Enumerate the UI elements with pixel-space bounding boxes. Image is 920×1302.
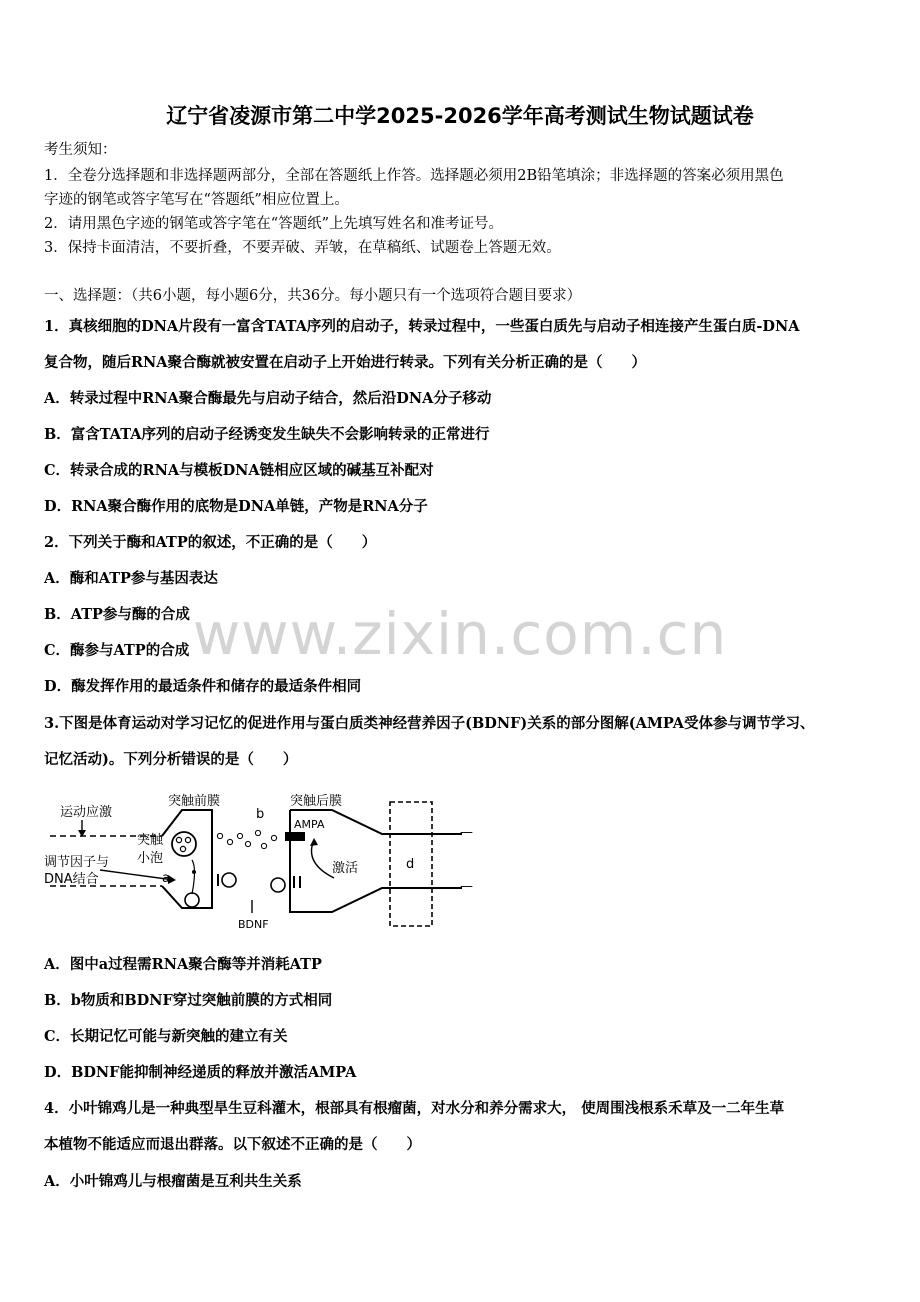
q2-option-d: D．酶发挥作用的最适条件和储存的最适条件相同 bbox=[44, 678, 362, 695]
q2-option-c: C．酶参与ATP的合成 bbox=[44, 642, 190, 659]
label-bdnf: BDNF bbox=[238, 918, 269, 931]
q4-stem-1: 4．小叶锦鸡儿是一种典型旱生豆科灌木，根部具有根瘤菌，对水分和养分需求大， 使周围浅根系禾草及一二年生草 bbox=[44, 1100, 785, 1117]
section-heading: 一、选择题：（共6小题，每小题6分，共36分。每小题只有一个选项符合题目要求） bbox=[44, 288, 582, 304]
label-vesicle-1: 突触 bbox=[137, 833, 164, 848]
q3-stem-2: 记忆活动)。下列分析错误的是（ ） bbox=[44, 751, 298, 768]
q1-option-d: D．RNA聚合酶作用的底物是DNA单链，产物是RNA分子 bbox=[44, 498, 428, 515]
q2-option-a: A．酶和ATP参与基因表达 bbox=[44, 570, 218, 587]
notice-heading: 考生须知： bbox=[44, 142, 117, 158]
page-title: 辽宁省凌源市第二中学2025-2026学年高考测试生物试题试卷 bbox=[166, 104, 754, 128]
notice-line-3: 2．请用黑色字迹的钢笔或答字笔在“答题纸”上先填写姓名和准考证号。 bbox=[44, 216, 504, 232]
label-regulator-1: 调节因子与 bbox=[44, 855, 110, 870]
q1-stem-1: 1．真核细胞的DNA片段有一富含TATA序列的启动子，转录过程中，一些蛋白质先与启动子相连接产生蛋白质-DNA bbox=[44, 318, 800, 335]
label-a: a bbox=[162, 871, 170, 886]
q1-option-a: A．转录过程中RNA聚合酶最先与启动子结合，然后沿DNA分子移动 bbox=[44, 390, 492, 407]
label-b: b bbox=[256, 807, 265, 822]
q3-option-c: C．长期记忆可能与新突触的建立有关 bbox=[44, 1028, 288, 1045]
q4-option-a: A．小叶锦鸡儿与根瘤菌是互利共生关系 bbox=[44, 1173, 302, 1190]
notice-line-1: 1．全卷分选择题和非选择题两部分，全部在答题纸上作答。选择题必须用2B铅笔填涂；非选择题的答案必须用黑色 bbox=[44, 168, 784, 184]
watermark: www.zixin.com.cn bbox=[192, 600, 728, 668]
notice-line-2: 字迹的钢笔或答字笔写在“答题纸”相应位置上。 bbox=[44, 192, 349, 208]
q4-stem-2: 本植物不能适应而退出群落。以下叙述不正确的是（ ） bbox=[44, 1136, 421, 1153]
q1-option-b: B．富含TATA序列的启动子经诱变发生缺失不会影响转录的正常进行 bbox=[44, 426, 490, 443]
label-d: d bbox=[406, 857, 415, 872]
synapse-figure bbox=[42, 788, 482, 938]
label-minus-1: — bbox=[460, 825, 473, 840]
q2-option-b: B．ATP参与酶的合成 bbox=[44, 606, 190, 623]
label-vesicle-2: 小泡 bbox=[137, 851, 164, 866]
q3-option-a: A．图中a过程需RNA聚合酶等并消耗ATP bbox=[44, 956, 322, 973]
q1-option-c: C．转录合成的RNA与模板DNA链相应区域的碱基互补配对 bbox=[44, 462, 434, 479]
q3-option-d: D．BDNF能抑制神经递质的释放并激活AMPA bbox=[44, 1064, 357, 1081]
label-regulator-2: DNA结合 bbox=[44, 872, 99, 887]
label-presynaptic: 突触前膜 bbox=[168, 794, 221, 809]
label-minus-2: — bbox=[460, 879, 473, 894]
q1-stem-2: 复合物，随后RNA聚合酶就被安置在启动子上开始进行转录。下列有关分析正确的是（ ） bbox=[44, 354, 647, 371]
label-postsynaptic: 突触后膜 bbox=[290, 794, 343, 809]
q3-stem-1: 3.下图是体育运动对学习记忆的促进作用与蛋白质类神经营养因子(BDNF)关系的部分图解(AMPA受体参与调节学习、 bbox=[44, 715, 815, 732]
label-activate: 激活 bbox=[332, 861, 359, 876]
label-ampa: AMPA bbox=[294, 818, 325, 831]
label-exercise: 运动应激 bbox=[60, 805, 113, 820]
q3-option-b: B．b物质和BDNF穿过突触前膜的方式相同 bbox=[44, 992, 333, 1009]
q2-stem: 2．下列关于酶和ATP的叙述，不正确的是（ ） bbox=[44, 534, 377, 551]
notice-line-4: 3．保持卡面清洁，不要折叠，不要弄破、弄皱，在草稿纸、试题卷上答题无效。 bbox=[44, 240, 561, 256]
